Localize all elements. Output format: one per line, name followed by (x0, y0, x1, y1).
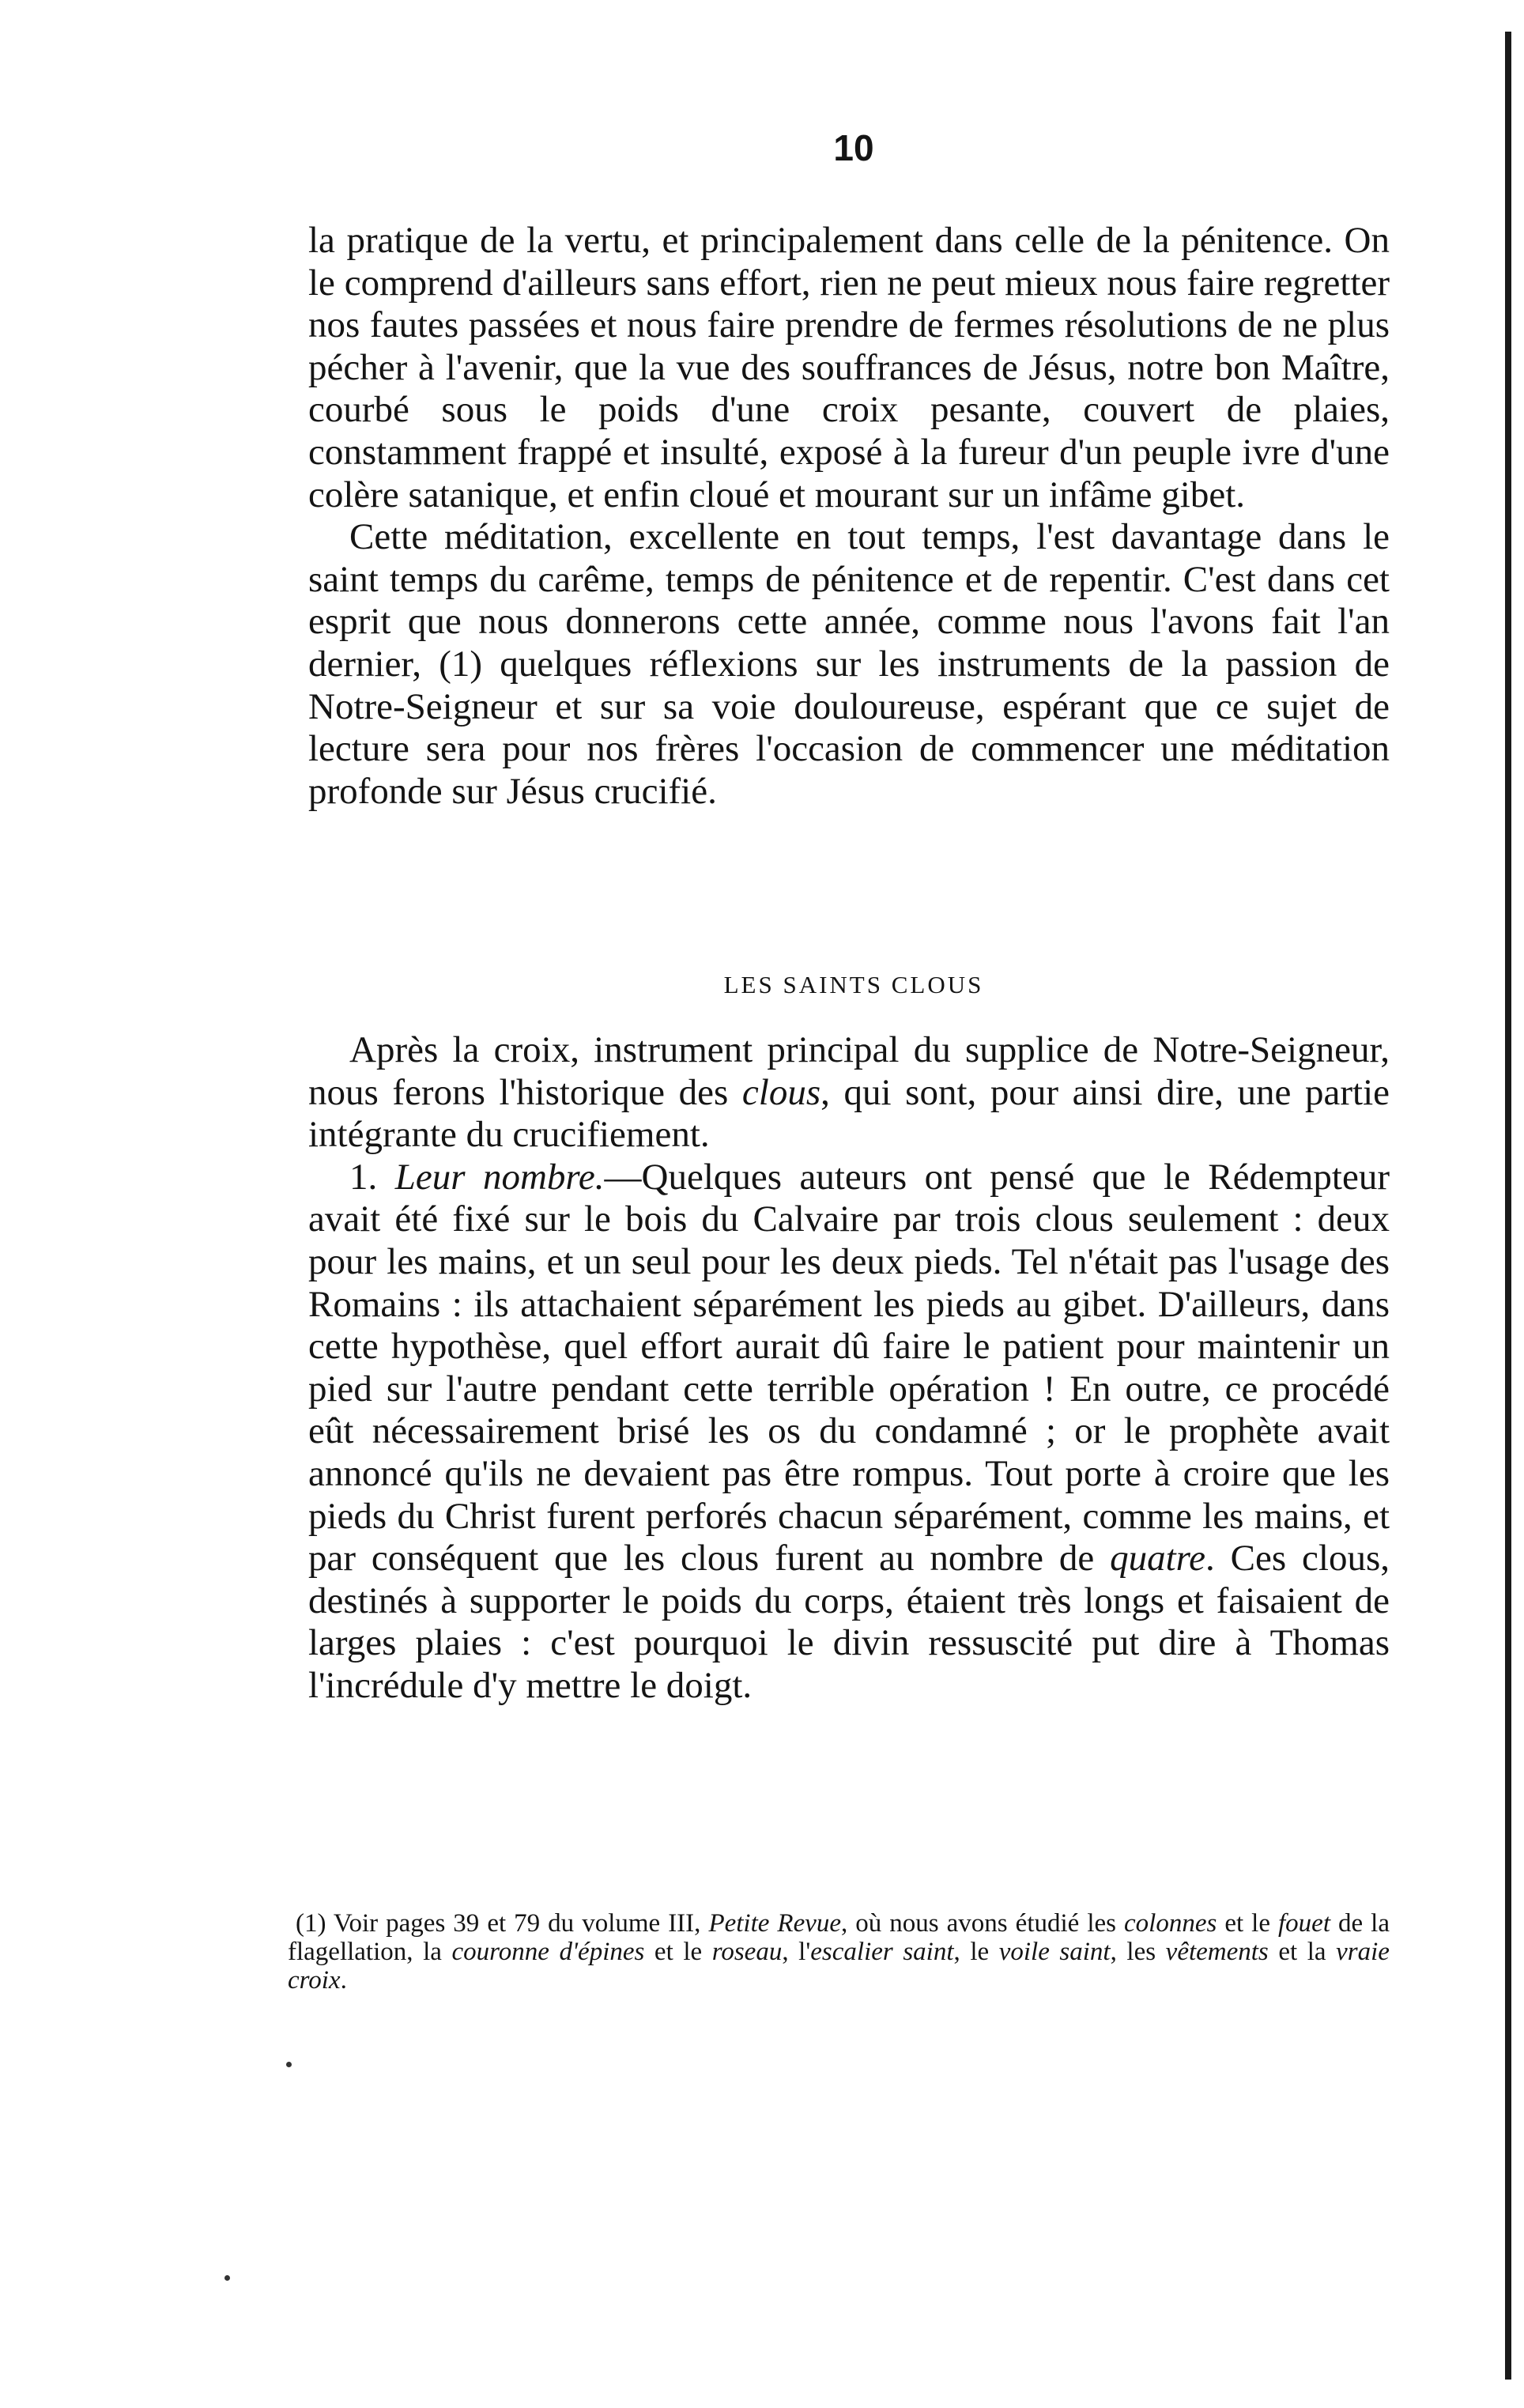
body-paragraph: la pratique de la vertu, et principalement dans celle de la pénitence. On le comprend d'ailleurs sans effort, rien ne peut mieux nous faire regretter nos fautes passées et nous faire prendre de fermes résolutions de ne plus pécher à l'avenir, que la vue des souffrances de Jésus, notre bon Maître, courbé sous le poids d'une croix pesante, couvert de plaies, constamment frappé et insulté, exposé à la fureur d'un peuple ivre d'une colère satanique, et enfin cloué et mourant sur un infâme gibet. (308, 220, 1390, 515)
text-run: Après la croix, instrument principal du supplice de Notre-Seigneur, nous ferons l'historique des (308, 1029, 1390, 1113)
text-run: , les (1110, 1938, 1166, 1966)
page-number: 10 (833, 127, 874, 168)
text-run: et le (644, 1938, 712, 1966)
section-paragraph (308, 1029, 1390, 1157)
emphasis: vraie croix (288, 1938, 1390, 1995)
emphasis: voile saint (998, 1938, 1111, 1966)
text-run: , où nous avons étudié les (841, 1909, 1124, 1938)
text-run: —Quelques auteurs ont pensé que le Rédempteur avait été fixé sur le bois du Calvaire par trois clous seulement : deux pour les mains, et un seul pour les deux pieds. Tel n'était pas l'usage des Romains : ils attachaient séparément les pieds au gibet. D'ailleurs, dans cette hypothèse, quel effort aurait dû faire le patient pour maintenir un pied sur l'autre pendant cette terrible opération ! En outre, ce procédé eût nécessairement brisé les os du condamné ; or le prophète avait annoncé qu'ils ne devaient pas être rompus. Tout porte à croire que les pieds du Christ furent perforés chacun séparément, comme les mains, et par conséquent que les clous furent au nombre de (308, 1156, 1390, 1580)
text-run: et la (1268, 1938, 1337, 1966)
paragraph-number: 1. (349, 1156, 395, 1198)
section-heading: LES SAINTS CLOUS (723, 971, 984, 998)
section-text-block (308, 1029, 1390, 1708)
section-paragraph (308, 1157, 1390, 1708)
emphasis: quatre (1110, 1538, 1206, 1580)
text-run: et le (1217, 1909, 1278, 1938)
scan-speck (286, 2062, 292, 2067)
emphasis: colonnes (1124, 1909, 1217, 1938)
text-run: (1) Voir pages 39 et 79 du volume III, (296, 1909, 709, 1938)
text-run: , qui sont, pour ainsi dire, une partie intégrante du crucifiement. (308, 1071, 1390, 1156)
page-edge-rule (1505, 32, 1511, 2380)
text-run: , l' (782, 1938, 811, 1966)
text-run: , le (953, 1938, 999, 1966)
emphasis: vêtements (1165, 1938, 1269, 1966)
footnote-block (288, 1909, 1390, 1995)
body-paragraph: Cette méditation, excellente en tout temps, l'est davantage dans le saint temps du carême, temps de pénitence et de repentir. C'est dans cet esprit que nous donnerons cette année, comme nous l'avons fait l'an dernier, (1) quelques réflexions sur les instruments de la passion de Notre-Seigneur et sur sa voie douloureuse, espérant que ce sujet de lecture sera pour nos frères l'occasion de commencer une méditation profonde sur Jésus crucifié. (308, 516, 1390, 812)
text-run: . Ces clous, destinés à supporter le poids du corps, étaient très longs et faisaient de larges plaies : c'est pourquoi le divin ressuscité put dire à Thomas l'incrédule d'y mettre le doigt. (308, 1538, 1390, 1706)
paragraph-title: Leur nombre. (394, 1156, 605, 1198)
text-run: de la flagellation, la (288, 1909, 1390, 1966)
scan-speck (224, 2275, 230, 2281)
emphasis: escalier saint (810, 1938, 954, 1966)
emphasis: couronne d'épines (451, 1938, 645, 1966)
main-text-block (308, 220, 1390, 813)
emphasis: roseau (711, 1938, 783, 1966)
emphasis: clous (741, 1071, 821, 1113)
emphasis: Petite Revue (708, 1909, 842, 1938)
footnote (288, 1909, 1390, 1995)
text-run: . (340, 1966, 347, 1995)
emphasis: fouet (1278, 1909, 1330, 1938)
